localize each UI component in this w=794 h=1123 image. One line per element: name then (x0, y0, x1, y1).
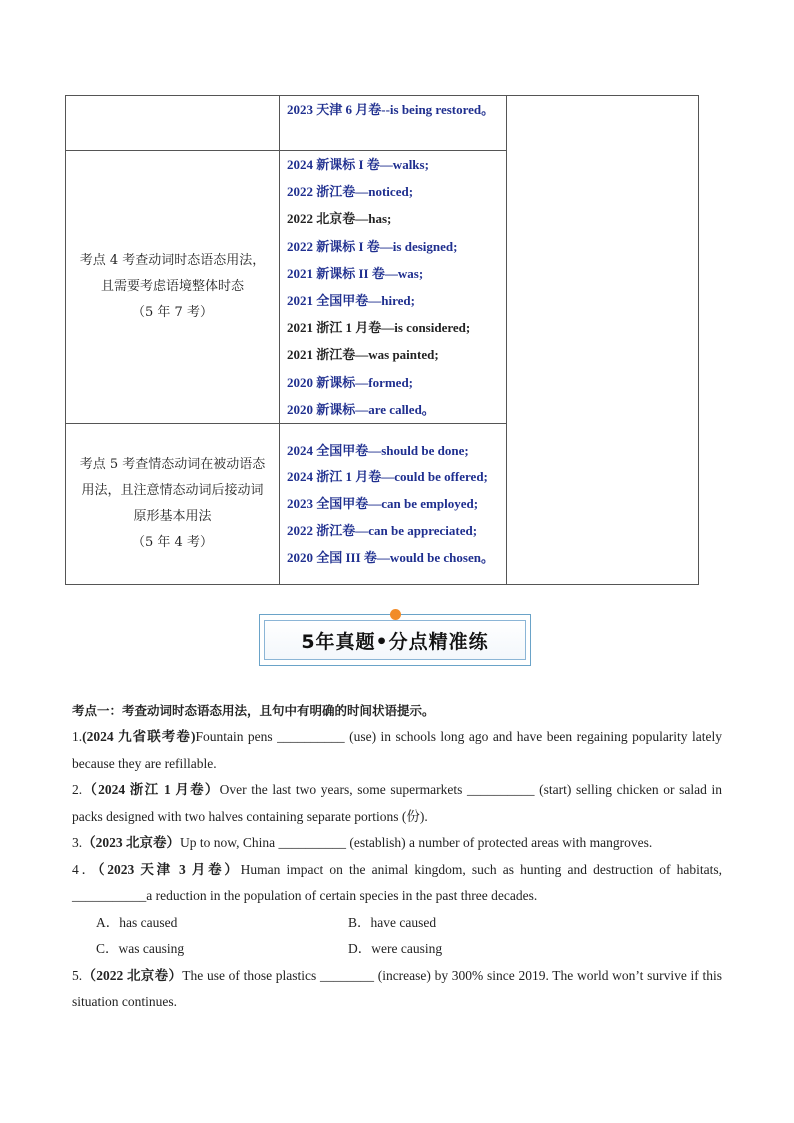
question-item (72, 830, 722, 857)
question-text: Fountain pens __________ (use) in schools long ago and have been regaining popularity lately because they are refillable. (72, 729, 722, 771)
answer-option: C．was causing (96, 941, 185, 956)
blank-cell (507, 96, 699, 585)
question-item (72, 857, 722, 910)
point-description-line: （5 年 7 考） (132, 305, 213, 321)
point-description-line: 考点 5 考查情态动词在被动语态 (79, 457, 266, 473)
question-number: 1. (72, 729, 83, 744)
exam-answer-line: 2021 浙江 1 月卷—is considered; (287, 320, 471, 336)
desc-cell (66, 424, 280, 585)
question-item (72, 963, 722, 1016)
banner-dot-icon (390, 609, 401, 620)
exam-answer-line: 2022 北京卷—has; (287, 211, 392, 227)
exam-answer-line: 2024 全国甲卷—should be done; (287, 442, 469, 458)
desc-cell (66, 151, 280, 424)
exam-answer-line: 2020 全国 III 卷—would be chosen。 (287, 549, 494, 565)
exam-points-table (65, 95, 699, 585)
desc-cell (66, 96, 280, 151)
exam-answer-line: 2023 天津 6 月卷--is being restored。 (287, 102, 495, 117)
question-item (72, 724, 722, 777)
question-text: Over the last two years, some supermarkets __________ (start) selling chicken or salad in packs designed with two halves containing separate portions (份). (72, 782, 723, 824)
point-description-line: 考点 4 考查动词时态语态用法， (79, 253, 266, 269)
items-cell (280, 424, 507, 585)
answer-option: D．were causing (348, 941, 443, 956)
banner-inner (264, 620, 526, 660)
exam-answer-line: 2021 新课标 II 卷—was; (287, 265, 424, 281)
exam-answer-line: 2021 浙江卷—was painted; (287, 347, 439, 363)
question-source: (2024 九省联考卷) (82, 729, 196, 744)
exam-answer-line: 2024 浙江 1 月卷—could be offered; (287, 469, 488, 485)
question-number: 3. (72, 835, 83, 850)
exam-answer-line: 2022 新课标 I 卷—is designed; (287, 238, 458, 254)
table-row (66, 96, 699, 151)
question-number: 4． (72, 861, 98, 877)
question-section (72, 698, 722, 1016)
section-banner (259, 614, 531, 666)
point-description-line: 且需要考虑语境整体时态 (100, 279, 244, 295)
question-text: Up to now, China __________ (establish) a number of protected areas with mangroves. (180, 835, 653, 850)
section-heading: 考点一：考查动词时态语态用法，且句中有明确的时间状语提示。 (72, 703, 435, 718)
question-text: Human impact on the animal kingdom, such as hunting and destruction of habitats, ___________a reduction in the population of certain species in the past three decades. (72, 861, 722, 903)
question-source: （2023 北京卷） (82, 835, 180, 850)
point-description-line: （5 年 4 考） (132, 535, 213, 551)
answer-option: B．have caused (348, 914, 437, 930)
banner-title: 5年真题•分点精准练 (301, 630, 489, 653)
question-text: The use of those plastics ________ (increase) by 300% since 2019. The world won’t survive if this situation continues. (72, 967, 722, 1009)
question-number: 5. (72, 967, 83, 983)
question-item (72, 777, 722, 830)
exam-answer-line: 2024 新课标 I 卷—walks; (287, 157, 429, 172)
answer-options (72, 910, 722, 963)
point-description-line: 原形基本用法 (133, 509, 212, 525)
answer-option: A．has caused (96, 914, 178, 930)
question-list (72, 724, 722, 1016)
exam-answer-line: 2021 全国甲卷—hired; (287, 293, 415, 309)
point-description-line: 用法，且注意情态动词后接动词 (81, 483, 264, 499)
question-source: （2024 浙江 1 月卷） (82, 782, 220, 797)
items-cell (280, 96, 507, 151)
items-cell (280, 151, 507, 424)
question-source: （2023 天津 3 月卷） (97, 861, 241, 877)
exam-answer-line: 2022 浙江卷—can be appreciated; (287, 522, 478, 538)
question-source: （2022 北京卷） (82, 967, 183, 983)
exam-answer-line: 2022 浙江卷—noticed; (287, 184, 414, 200)
question-number: 2. (72, 782, 83, 797)
exam-answer-line: 2020 新课标—formed; (287, 374, 414, 390)
exam-answer-line: 2020 新课标—are called。 (287, 401, 435, 417)
exam-answer-line: 2023 全国甲卷—can be employed; (287, 495, 479, 511)
